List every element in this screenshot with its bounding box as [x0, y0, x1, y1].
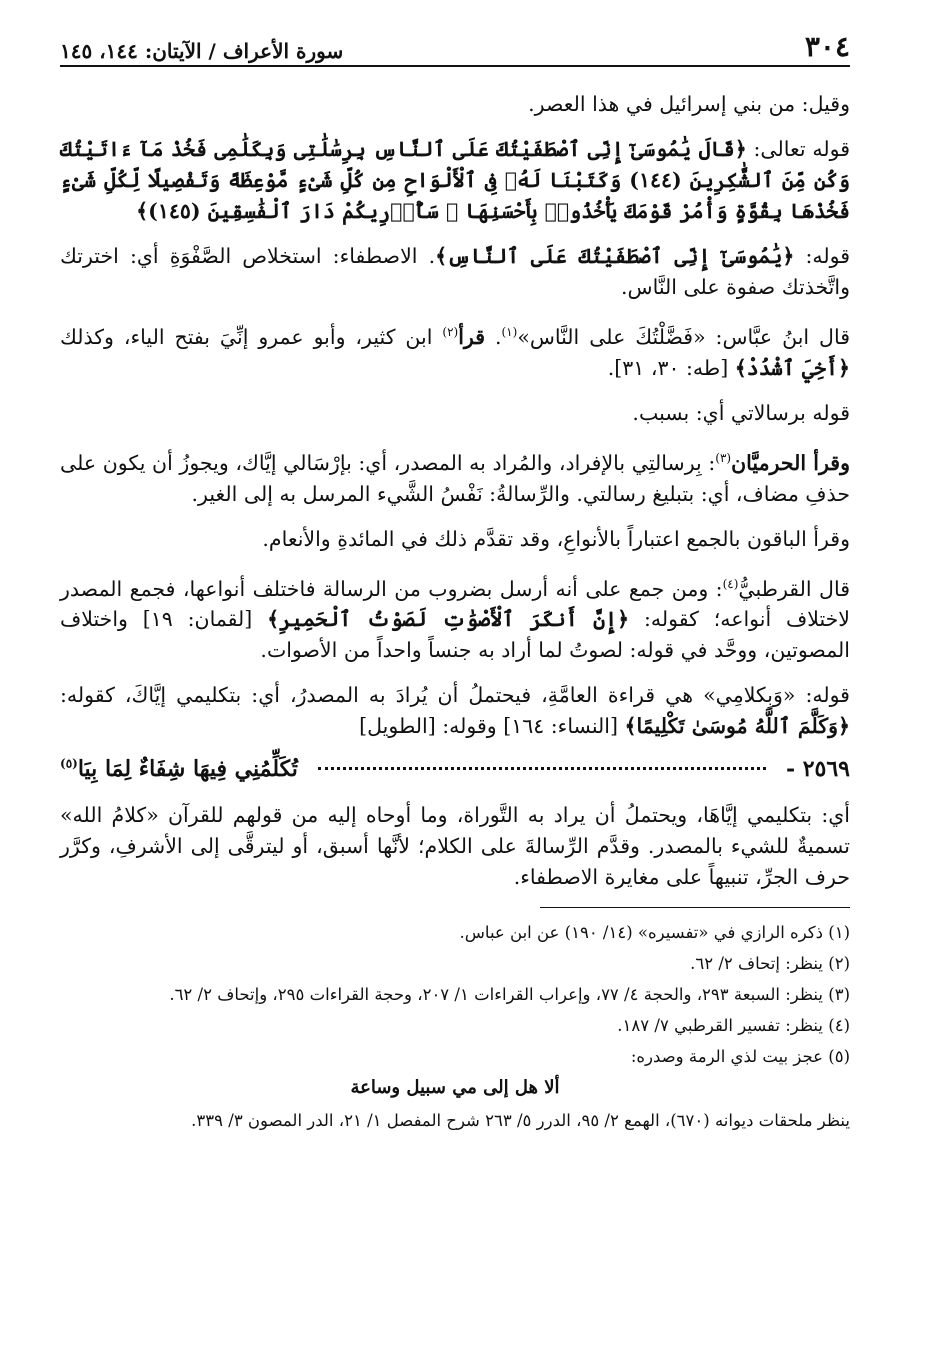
footnote-1: (١) ذكره الرازي في «تفسيره» (١٤/ ١٩٠) عن ابن عباس. — [459, 923, 850, 943]
verse-paragraph — [60, 134, 850, 227]
text-run: [النساء: ١٦٤] وقوله: [الطويل] — [359, 714, 625, 739]
footnote-ref[interactable]: (٢) — [442, 325, 459, 339]
footnote-5: (٥) عجز بيت لذي الرمة وصدره: — [630, 1047, 850, 1067]
verse-intro: قوله تعالى: — [746, 137, 850, 161]
bold-text: قرأ — [458, 324, 486, 349]
footnote-ref[interactable]: (٤) — [722, 576, 739, 591]
footnote-ref[interactable]: (١) — [501, 325, 518, 339]
text-run: . الاصطفاء: استخلاص الصَّفْوَةِ أي: اخترتك واتَّخذتك صفوة على النَّاس. — [60, 244, 850, 299]
text-run: : بِرسالتِي بالإفراد، والمُراد به المصدر، أي: بإرْسَالي إيَّاك، ويجوزُ أن يكون على حذفِ مضاف، أي: بتبليغ رسالتي. والرِّسالةُ: نَفْسُ الشَّيء المرسل به إلى الغير. — [60, 450, 850, 506]
paragraph-5: قوله برسالاتي أي: بسبب. — [632, 400, 850, 425]
paragraph-8 — [60, 569, 850, 667]
text-run: . — [485, 324, 502, 349]
footnotes — [60, 920, 850, 1133]
text-run: قال ابنُ عبَّاس: «فَضَّلْتُكَ على النَّاس» — [517, 324, 850, 349]
text-run: [طه: ٣٠، ٣١]. — [607, 355, 735, 380]
paragraph-10: أي: بتكليمي إيَّاهَا، ويحتملُ أن يراد به التَّوراة، وما أوحاه إليه من قولهم للقرآن «كلامُ الله» تسميةٌ للشيء بالمصدر. وقدَّم الرِّسالةَ على الكلام؛ لأنَّها أسبق، أو ليترقَّى إلى الأشرفِ، وكرَّر حرف الجرِّ، تنبيهاً على مغايرة الاصطفاء. — [60, 803, 850, 890]
page — [60, 30, 850, 1139]
quran-quote: ﴿يَٰمُوسَىٰٓ إِنِّى ٱصْطَفَيْتُكَ عَلَى ٱلنَّاسِ﴾ — [435, 244, 795, 268]
paragraph-7: وقرأ الباقون بالجمع اعتباراً بالأنواعِ، وقد تقدَّم ذلك في المائدةِ والأنعام. — [262, 526, 850, 551]
footnote-4: (٤) ينظر: تفسير القرطبي ٧/ ١٨٧. — [617, 1016, 850, 1036]
text-run: : ومن جمع على أنه أرسل بضروب من الرسالة فاختلف أنواعها، فجمع المصدر لاختلاف أنواعه؛ كقوله: — [60, 576, 850, 632]
footnote-verse: ألا هل إلى مي سبيل وساعة — [350, 1077, 560, 1099]
poem-line — [60, 756, 850, 782]
footnote-2: (٢) ينظر: إتحاف ٢/ ٦٢. — [690, 954, 850, 974]
text-run: ابن كثير، وأبو عمرو إنِّيَ بفتح الياء، وكذلك — [60, 324, 443, 349]
footnote-ref[interactable]: (٣) — [715, 450, 732, 465]
footnote-separator — [540, 907, 850, 908]
paragraph-1: وقيل: من بني إسرائيل في هذا العصر. — [528, 92, 850, 116]
poem-text: تُكَلِّمُنِي فِيهَا شِفَاءٌ لِمَا بِيَا — [77, 756, 298, 783]
main-text — [60, 89, 850, 893]
footnote-5-reference: ينظر ملحقات ديوانه (٦٧٠)، الهمع ٢/ ٩٥، الدرر ٥/ ٢٦٣ شرح المفصل ١/ ٢١، الدر المصون ٣/ ٣٣٩. — [191, 1111, 850, 1131]
text-run: [لقمان: ١٩] واختلاف المصوتين، ووحَّد في قوله: لصوتُ لما أراد به جنساً واحداً من الأصوات. — [60, 607, 850, 663]
poem-number: ٢٥٦٩ - — [785, 756, 850, 783]
poem-dots — [318, 767, 766, 770]
page-header — [60, 30, 850, 67]
quran-verse: ﴿قَالَ يَٰمُوسَىٰٓ إِنِّى ٱصْطَفَيْتُكَ عَلَى ٱلنَّاسِ بِرِسَٰلَٰتِى وَبِكَلَٰمِى فَخُذْ مَآ ءَاتَيْتُكَ وَكُن مِّنَ ٱلشَّٰكِرِينَ (١٤٤) وَكَتَبْنَا لَهُۥ فِى ٱلْأَلْوَاحِ مِن كُلِّ شَىْءٍ مَّوْعِظَةً وَتَفْصِيلًا لِّكُلِّ شَىْءٍ فَخُذْهَا بِقُوَّةٍ وَأْمُرْ قَوْمَكَ يَأْخُذُوا۟ بِأَحْسَنِهَا ۚ سَأُو۟رِيكُمْ دَارَ ٱلْفَٰسِقِينَ (١٤٥)﴾ — [60, 137, 850, 223]
page-number: ٣٠٤ — [804, 30, 850, 63]
quran-quote: ﴿أَخِيَ ٱشْدُدْ﴾ — [734, 355, 850, 380]
quran-quote: ﴿إِنَّ أَنكَرَ ٱلْأَصْوَٰتِ لَصَوْتُ ٱلْحَمِيرِ﴾ — [267, 607, 630, 632]
footnote-3: (٣) ينظر: السبعة ٢٩٣، والحجة ٤/ ٧٧، وإعراب القراءات ١/ ٢٠٧، وحجة القراءات ٢٩٥، وإتحاف ٢/ ٦٢. — [169, 985, 850, 1005]
paragraph-6 — [60, 443, 850, 510]
paragraph-4 — [60, 317, 850, 384]
footnote-ref[interactable]: (٥) — [60, 757, 78, 772]
surah-title: سورة الأعراف / الآيتان: ١٤٤، ١٤٥ — [60, 39, 344, 63]
paragraph-9 — [60, 680, 850, 742]
poem-hemistich — [60, 756, 298, 782]
text-run: قوله: — [794, 244, 850, 268]
text-run: قوله: «وَبِكلامِي» هي قراءة العامَّةِ، فيحتملُ أن يُرادَ به المصدرُ، أي: بتكليمي إيَّاكَ، كقوله: — [60, 683, 850, 708]
quran-quote: ﴿وَكَلَّمَ ٱللَّهُ مُوسَىٰ تَكْلِيمًا﴾ — [624, 714, 850, 739]
text-run: قال القرطبيُّ — [738, 576, 850, 601]
paragraph-3 — [60, 241, 850, 303]
bold-text: وقرأ الحرميَّان — [731, 450, 851, 475]
